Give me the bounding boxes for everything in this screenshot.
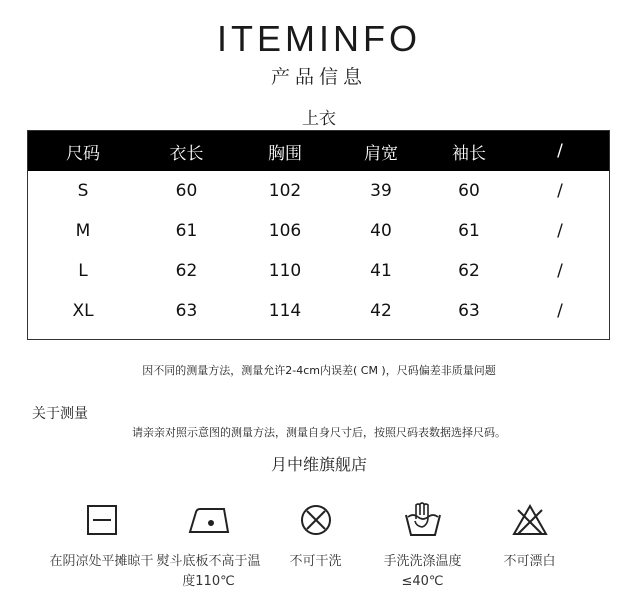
iron-low-heat-icon [155, 500, 262, 540]
measurement-instructions: 请亲亲对照示意图的测量方法，测量自身尺寸后，按照尺码表数据选择尺码。 [132, 426, 506, 439]
do-not-bleach-icon [476, 500, 583, 540]
measurement-tolerance-note: 因不同的测量方法，测量允许2-4cm内误差( CM )，尺码偏差非质量问题 [142, 364, 496, 377]
table-caption: 上衣 [302, 109, 336, 129]
table-cell: / [557, 221, 563, 241]
table-cell: 60 [458, 181, 480, 201]
table-cell: / [557, 181, 563, 201]
table-cell: 41 [370, 261, 392, 281]
column-header: 肩宽 [364, 143, 398, 164]
table-row [28, 211, 609, 251]
table-cell: 110 [268, 261, 302, 281]
care-item [262, 500, 369, 592]
table-cell: XL [72, 301, 94, 321]
table-cell: 60 [175, 181, 198, 201]
do-not-dry-clean-icon [262, 500, 369, 540]
measurement-heading: 关于测量 [32, 406, 88, 422]
table-cell: 63 [175, 301, 198, 321]
size-table [27, 130, 610, 340]
table-cell: 114 [268, 301, 302, 321]
care-instructions [48, 500, 618, 592]
table-cell: 61 [175, 221, 198, 241]
line-dry-shade-icon [48, 500, 155, 540]
table-cell: 62 [458, 261, 480, 281]
table-cell: M [75, 221, 91, 241]
table-row [28, 171, 609, 211]
column-header: 袖长 [452, 143, 486, 164]
care-label: 不可干洗 [289, 554, 342, 569]
hand-wash-icon [369, 500, 476, 540]
table-cell: / [557, 261, 563, 281]
care-item [155, 500, 262, 592]
table-cell: L [78, 261, 88, 281]
care-label: 不可漂白 [503, 554, 556, 569]
table-row [28, 251, 609, 291]
table-row [28, 291, 609, 331]
table-cell: 61 [458, 221, 480, 241]
table-cell: 63 [458, 301, 480, 321]
table-cell: 102 [268, 181, 302, 201]
table-cell: 42 [370, 301, 392, 321]
table-cell: 40 [370, 221, 392, 241]
care-label: 熨斗底板不高于温度110℃ [156, 554, 261, 589]
care-label: 手洗洗涤温度≤40℃ [383, 554, 462, 589]
care-item [369, 500, 476, 592]
table-cell: S [77, 181, 89, 201]
table-cell: 106 [268, 221, 302, 241]
care-item [48, 500, 155, 592]
table-cell: 39 [370, 181, 392, 201]
table-cell: 62 [175, 261, 198, 281]
table-header-row [28, 131, 609, 171]
column-header: 衣长 [169, 143, 204, 164]
store-name: 月中维旗舰店 [270, 455, 367, 474]
care-item [476, 500, 583, 592]
table-cell: / [557, 301, 563, 321]
column-header: 胸围 [268, 143, 302, 164]
column-header: / [557, 141, 563, 161]
page-title: ITEMINFO [217, 18, 421, 59]
column-header: 尺码 [66, 143, 100, 164]
care-label: 在阴凉处平摊晾干 [49, 554, 154, 569]
page-subtitle: 产品信息 [270, 66, 367, 88]
